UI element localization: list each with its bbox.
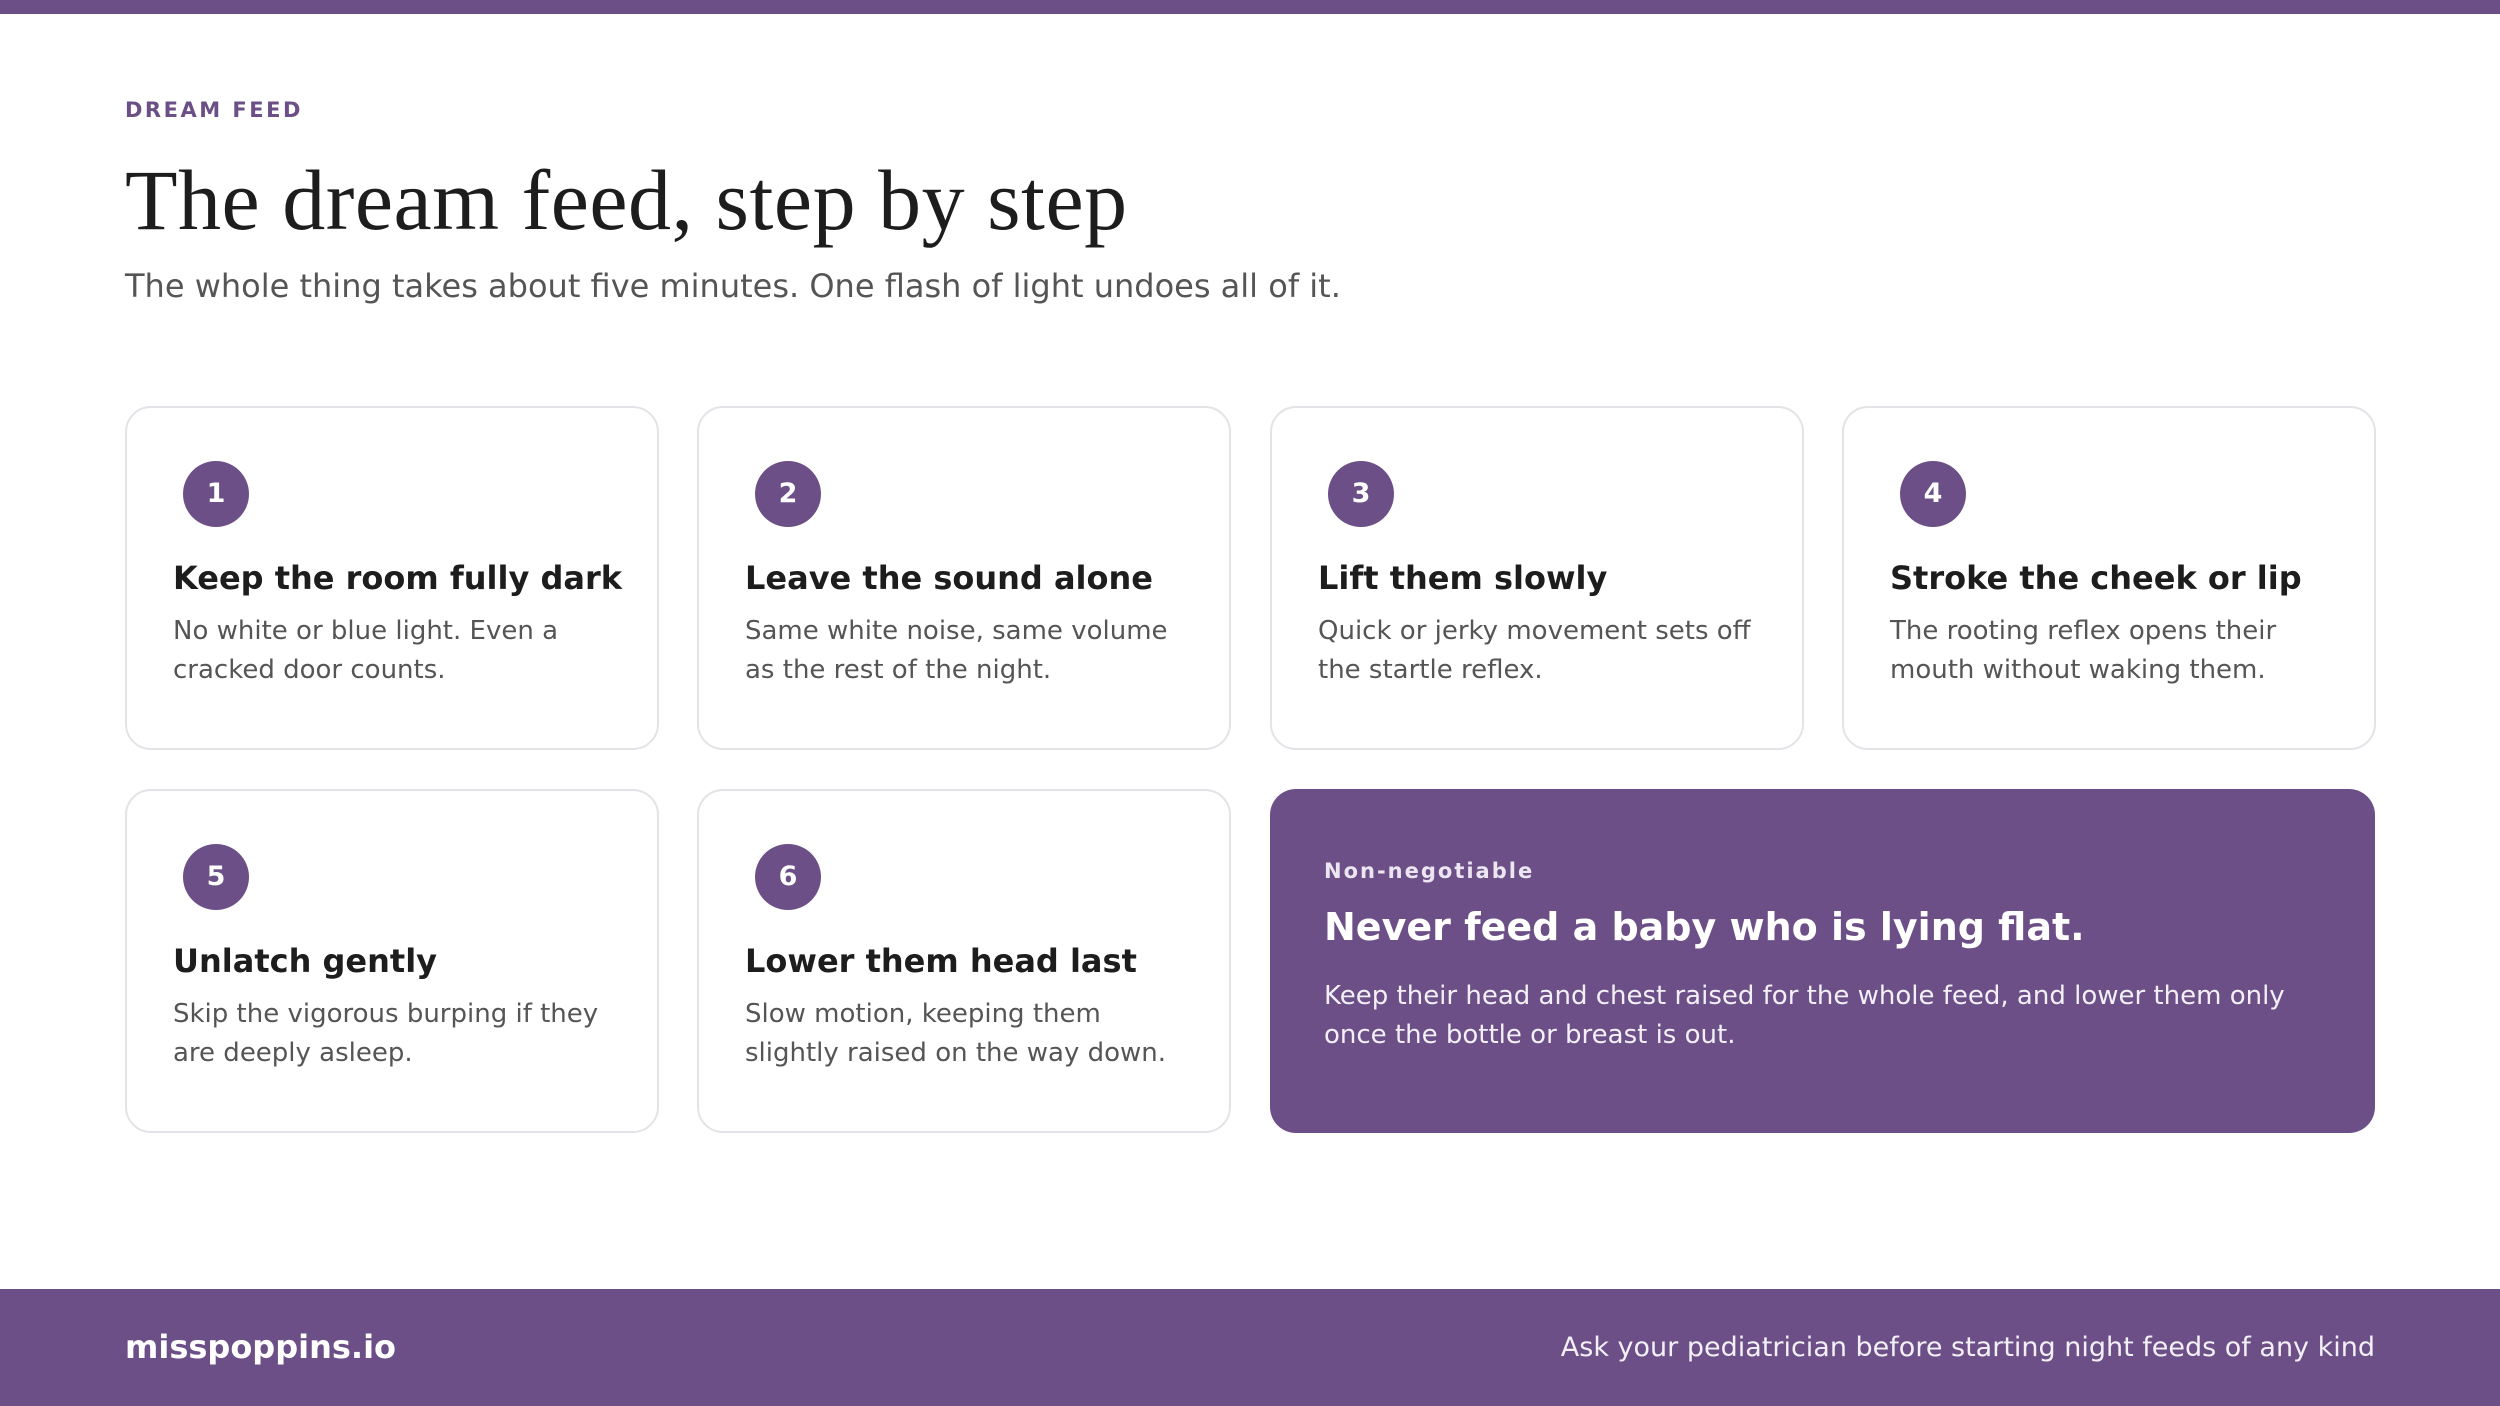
step-description: The rooting reflex opens their mouth without waking them. bbox=[1890, 616, 2277, 685]
footer-bar bbox=[0, 1289, 2500, 1406]
step-number-badge: 2 bbox=[755, 461, 821, 527]
step-card-3 bbox=[1270, 406, 1804, 750]
step-number-badge: 4 bbox=[1900, 461, 1966, 527]
step-card-1 bbox=[125, 406, 659, 750]
footer-brand: misspoppins.io bbox=[125, 1328, 397, 1366]
step-title: Lift them slowly bbox=[1318, 559, 1608, 597]
callout-eyebrow: Non-negotiable bbox=[1324, 859, 1535, 883]
warning-callout bbox=[1270, 789, 2375, 1133]
callout-body: Keep their head and chest raised for the whole feed, and lower them only once the bottle or breast is out. bbox=[1324, 981, 2285, 1050]
page-title: The dream feed, step by step bbox=[125, 152, 1128, 248]
footer-disclaimer: Ask your pediatrician before starting night feeds of any kind bbox=[1560, 1332, 2375, 1363]
step-number-badge: 6 bbox=[755, 844, 821, 910]
step-card-6 bbox=[697, 789, 1231, 1133]
page-subtitle: The whole thing takes about five minutes. One flash of light undoes all of it. bbox=[125, 267, 1341, 305]
step-description: Quick or jerky movement sets off the startle reflex. bbox=[1318, 616, 1751, 685]
step-description: No white or blue light. Even a cracked door counts. bbox=[173, 616, 559, 685]
callout-heading: Never feed a baby who is lying flat. bbox=[1324, 905, 2085, 949]
section-eyebrow: DREAM FEED bbox=[125, 98, 303, 122]
step-number-badge: 5 bbox=[183, 844, 249, 910]
step-title: Lower them head last bbox=[745, 942, 1137, 980]
step-number-badge: 3 bbox=[1328, 461, 1394, 527]
top-accent-bar bbox=[0, 0, 2500, 14]
step-description: Skip the vigorous burping if they are deeply asleep. bbox=[173, 999, 599, 1068]
step-title: Keep the room fully dark bbox=[173, 559, 623, 597]
step-title: Stroke the cheek or lip bbox=[1890, 559, 2302, 597]
step-card-4 bbox=[1842, 406, 2376, 750]
step-description: Slow motion, keeping them slightly raised on the way down. bbox=[745, 999, 1167, 1068]
step-title: Leave the sound alone bbox=[745, 559, 1153, 597]
step-title: Unlatch gently bbox=[173, 942, 438, 980]
step-number-badge: 1 bbox=[183, 461, 249, 527]
step-card-2 bbox=[697, 406, 1231, 750]
step-description: Same white noise, same volume as the rest of the night. bbox=[745, 616, 1168, 685]
step-card-5 bbox=[125, 789, 659, 1133]
